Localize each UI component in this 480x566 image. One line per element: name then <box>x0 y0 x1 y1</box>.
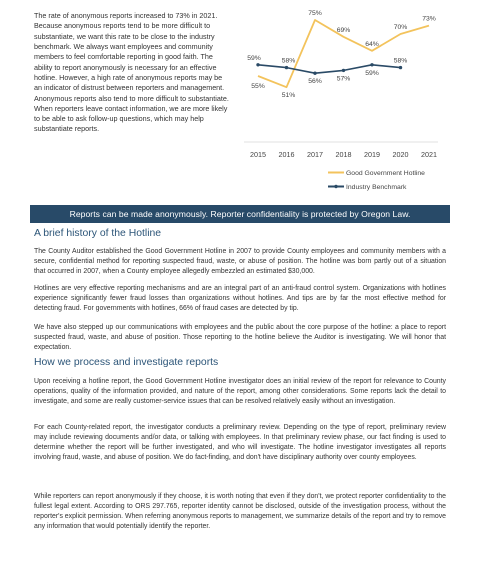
benchmark-point <box>285 66 288 69</box>
benchmark-point <box>370 63 373 66</box>
history-paragraph-2: Hotlines are very effective reporting mechanisms and are an integral part of an anti-fraud control system. Organizations with hotlines experience significantly fewer fraud losses than organizations without hotlines. And tips are by far the most effective method for detecting fraud. For governments with hotlines, 66% of fraud cases are detected by tip. <box>34 285 446 312</box>
chart-svg <box>238 0 478 200</box>
hotline-data-label: 64% <box>365 40 379 48</box>
x-tick-label: 2020 <box>392 150 409 159</box>
benchmark-point <box>313 72 316 75</box>
benchmark-point <box>342 69 345 72</box>
benchmark-data-label: 59% <box>247 54 261 62</box>
anonymous-reports-chart <box>238 0 478 200</box>
benchmark-data-label: 58% <box>281 57 296 65</box>
legend-marker-benchmark <box>334 185 337 188</box>
x-tick-label: 2015 <box>250 150 266 159</box>
intro-paragraph: The rate of anonymous reports increased to 73% in 2021. Because anonymous reports tend to be more difficult to substantiate, we want this rate to be close to the industry benchmark. We always want employees and community members to feel comfortable reporting in good faith. The ability to report anonymously is necessary for an effective hotline. However, a high rate of anonymous reports may be an indicator of distrust between reporters and management. Anonymous reports also tend to more difficult to substantiate. When reporters leave contact information, we are more likely to be able to ask follow-up questions, which may help substantiate reports. <box>34 11 229 134</box>
hotline-data-label: 70% <box>393 24 408 31</box>
history-heading: A brief history of the Hotline <box>34 228 162 239</box>
process-paragraph-1: Upon receiving a hotline report, the Good Government Hotline investigator does an initial review of the report for relevance to County operations, quality of the information provided, and nature of the report, among other considerations. Some reports lack the detail to investigate, and some are really customer-service issues that can be resolved relatively easily without an investigation. <box>34 378 446 405</box>
benchmark-point <box>256 63 259 66</box>
hotline-data-label: 73% <box>422 15 436 23</box>
process-heading: How we process and investigate reports <box>34 357 219 368</box>
process-paragraph-3: While reporters can report anonymously if they choose, it is worth noting that even if they don't, we protect reporter confidentiality to the fullest legal extent. According to ORS 297.765, reporter identity cannot be disclosed, outside of the investigation process, without the reporter's explicit permission. When referring anonymous reports to management, we summarize details of the report and try to remove any information that would potentially identify the reporter. <box>34 493 446 530</box>
benchmark-data-label: 57% <box>336 75 351 83</box>
confidentiality-banner: Reports can be made anonymously. Reporter confidentiality is protected by Oregon Law. <box>30 205 450 223</box>
benchmark-point <box>399 66 402 69</box>
hotline-data-label: 51% <box>281 92 296 100</box>
benchmark-data-label: 58% <box>393 57 408 65</box>
x-tick-label: 2019 <box>364 150 380 159</box>
x-tick-label: 2016 <box>278 150 295 159</box>
history-paragraph-1: The County Auditor established the Good Government Hotline in 2007 to provide County employees and community members with a secure, confidential method for reporting suspected fraud, waste, or abuse of position. The hotline was born partly out of a situation that occurred in 2007, when a County employee allegedly embezzled an estimated $30,000. <box>34 248 446 275</box>
benchmark-data-label: 56% <box>308 78 322 86</box>
series-line-benchmark <box>258 65 401 73</box>
history-paragraph-3: We have also stepped up our communications with employees and the public about the core purpose of the hotline: a place to report suspected fraud, waste, and abuse of position. Those reporting to the hotline believe the Auditor is investigating. We will honor that expectation. <box>34 324 446 351</box>
hotline-data-label: 55% <box>251 83 265 90</box>
x-tick-label: 2017 <box>307 150 323 159</box>
x-tick-label: 2018 <box>335 150 352 159</box>
process-paragraph-2: For each County-related report, the investigator conducts a preliminary review. Depending on the type of report, preliminary review may include reviewing documents and/or data, or talking with employees. In that preliminary review phase, our fact finding is used to determine whether the report will be further investigated, and who will investigate. The hotline investigator investigates all reports involving fraud, waste, and abuse of position. We do fact-finding, and don't have disciplinary authority over county employees. <box>34 424 446 461</box>
hotline-data-label: 69% <box>336 26 351 34</box>
hotline-data-label: 75% <box>308 10 322 17</box>
legend-label: Industry Benchmark <box>346 184 407 191</box>
legend-label: Good Government Hotline <box>346 170 425 177</box>
x-tick-label: 2021 <box>421 150 437 159</box>
benchmark-data-label: 59% <box>365 69 379 77</box>
